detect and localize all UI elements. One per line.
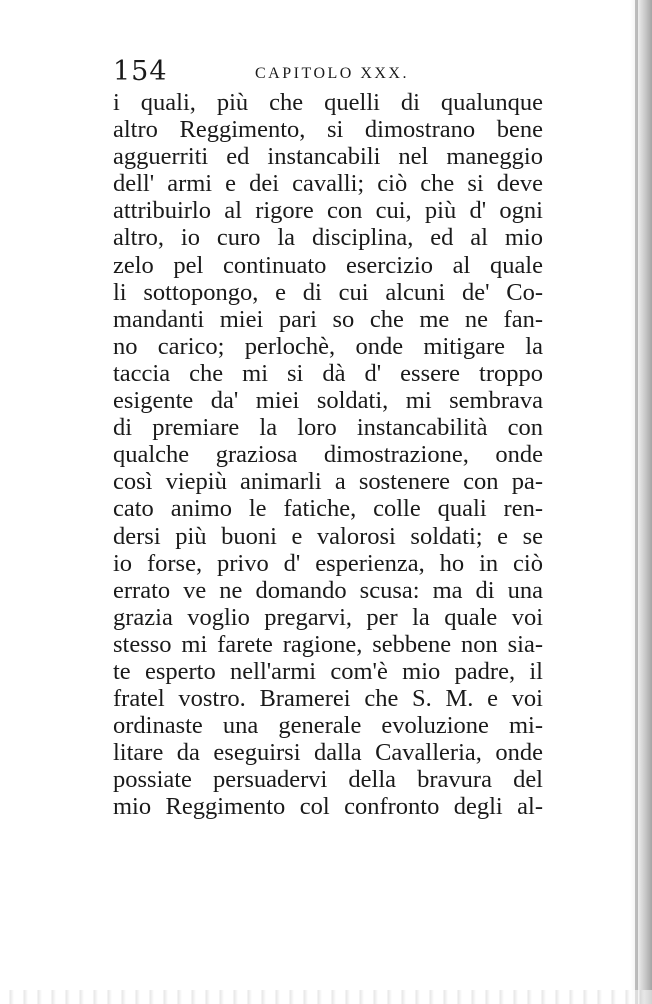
text-line: ordinaste una generale evoluzione mi- xyxy=(113,712,543,740)
text-line: esigente da' miei soldati, mi sembrava xyxy=(113,387,543,415)
text-line: qualche graziosa dimostrazione, onde xyxy=(113,441,543,469)
text-line: altro, io curo la disciplina, ed al mio xyxy=(113,224,543,252)
text-line: dell' armi e dei cavalli; ciò che si deve xyxy=(113,170,543,198)
binding-edge-line xyxy=(635,0,638,1004)
page-number: 154 xyxy=(113,56,168,87)
text-line: taccia che mi si dà d' essere troppo xyxy=(113,359,543,387)
text-line: possiate persuadervi della bravura del xyxy=(113,766,543,794)
text-line: grazia voglio pregarvi, per la quale voi xyxy=(113,603,543,631)
page-header xyxy=(113,56,543,92)
text-line: stesso mi farete ragione, sebbene non sia- xyxy=(113,630,543,658)
text-line: mandanti miei pari so che me ne fan- xyxy=(113,305,543,333)
body-text xyxy=(113,89,543,821)
text-line: attribuirlo al rigore con cui, più d' ogni xyxy=(113,197,543,225)
text-line: così viepiù animarli a sostenere con pa- xyxy=(113,468,543,496)
text-line: zelo pel continuato esercizio al quale xyxy=(113,251,543,279)
text-line: i quali, più che quelli di qualunque xyxy=(113,89,543,116)
page-edge-shadow xyxy=(630,0,652,1004)
text-line: no carico; perlochè, onde mitigare la xyxy=(113,332,543,360)
text-line: di premiare la loro instancabilità con xyxy=(113,414,543,442)
text-line: errato ve ne domando scusa: ma di una xyxy=(113,576,543,604)
text-line: li sottopongo, e di cui alcuni de' Co- xyxy=(113,278,543,306)
bottom-scan-noise xyxy=(0,990,652,1004)
text-line: te esperto nell'armi com'è mio padre, il xyxy=(113,657,543,685)
text-line: mio Reggimento col confronto degli al- xyxy=(113,793,543,821)
text-line: altro Reggimento, si dimostrano bene xyxy=(113,116,543,144)
text-line: fratel vostro. Bramerei che S. M. e voi xyxy=(113,685,543,713)
running-head: CAPITOLO XXX. xyxy=(255,65,409,82)
text-line: io forse, privo d' esperienza, ho in ciò xyxy=(113,549,543,577)
text-line: cato animo le fatiche, colle quali ren- xyxy=(113,495,543,523)
text-line: dersi più buoni e valorosi soldati; e se xyxy=(113,522,543,550)
text-line: litare da eseguirsi dalla Cavalleria, onde xyxy=(113,739,543,767)
text-line: agguerriti ed instancabili nel maneggio xyxy=(113,143,543,171)
